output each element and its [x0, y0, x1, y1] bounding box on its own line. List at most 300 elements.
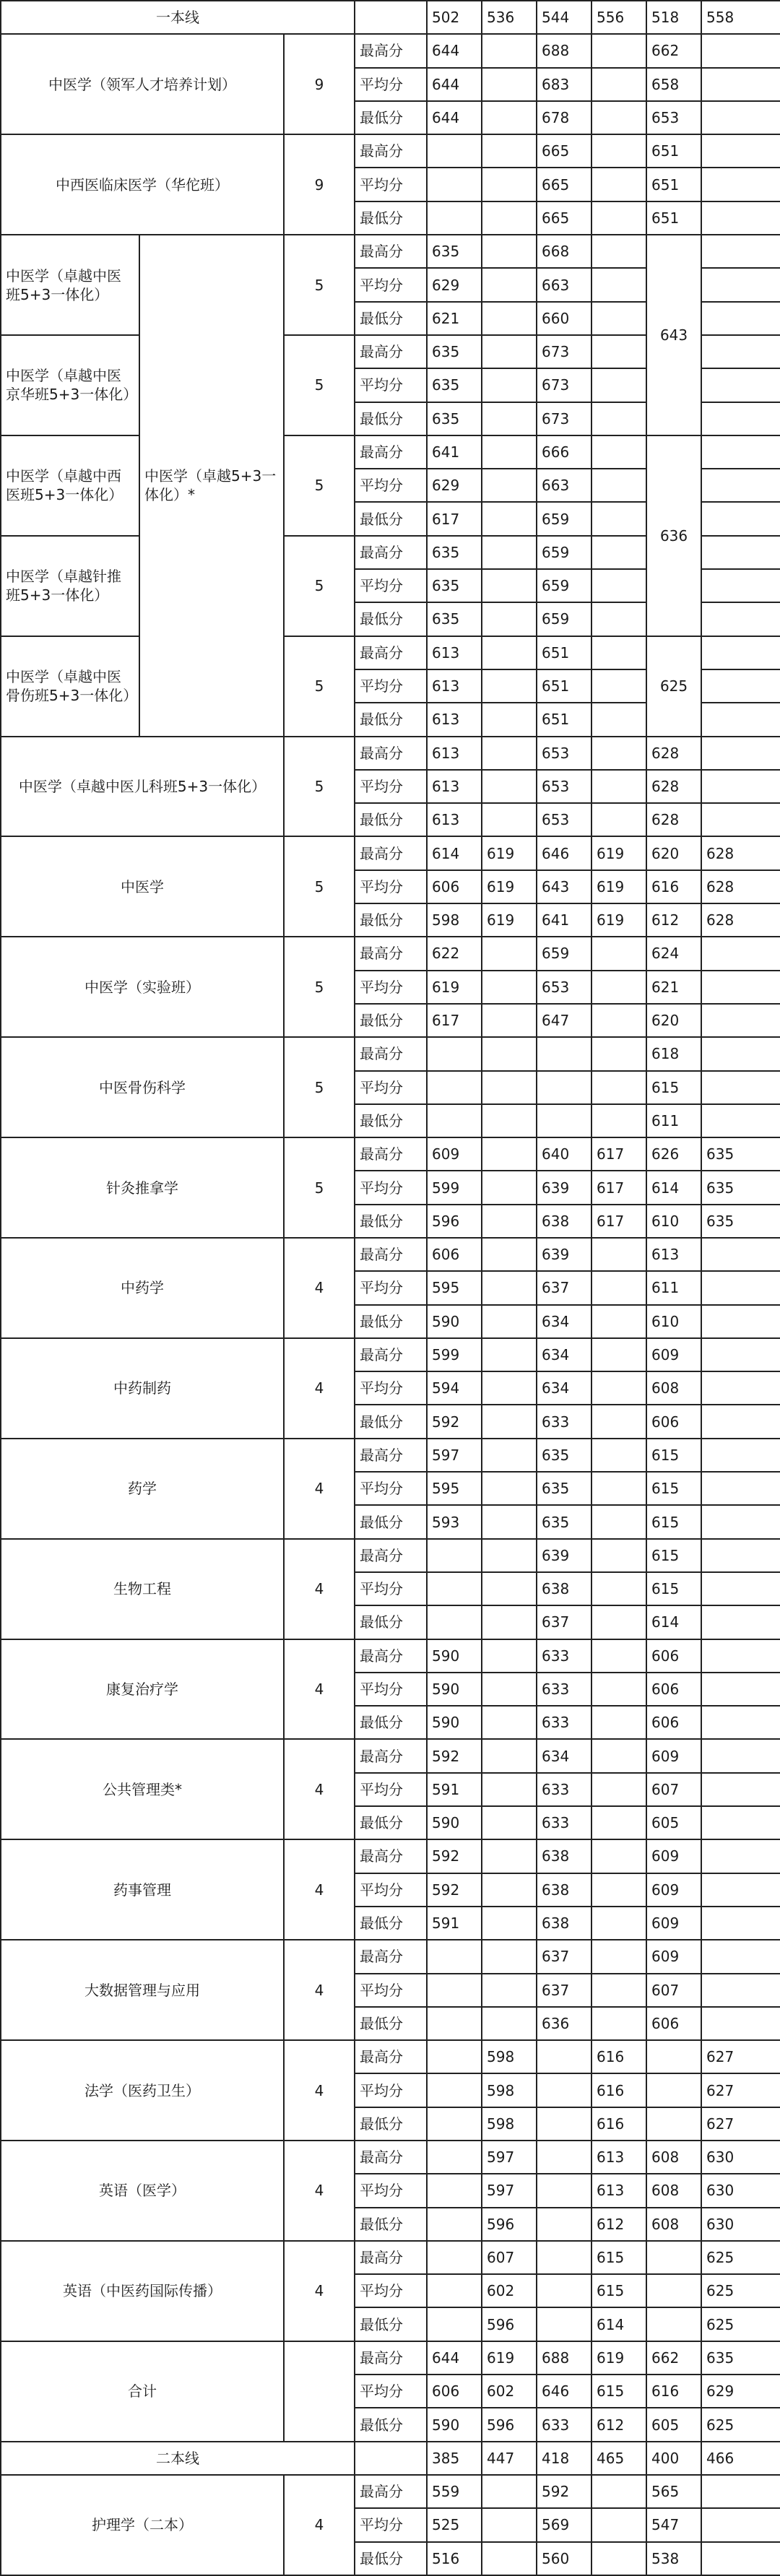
table-cell: 5: [284, 1037, 355, 1137]
table-cell: 633: [537, 2408, 592, 2441]
table-cell: [482, 1004, 537, 1037]
table-cell: [592, 1004, 646, 1037]
table-cell: 627: [701, 2040, 780, 2073]
table-cell: 平均分: [355, 2375, 427, 2408]
table-cell: 651: [537, 636, 592, 669]
table-cell: 5: [284, 235, 355, 335]
table-cell: 619: [482, 903, 537, 937]
table-cell: 最低分: [355, 1205, 427, 1238]
table-cell: [482, 2542, 537, 2575]
table-cell: [355, 1, 427, 34]
table-cell: 644: [427, 68, 482, 101]
table-cell: 647: [537, 1004, 592, 1037]
table-cell: 673: [537, 335, 592, 368]
table-cell: 616: [646, 870, 701, 903]
table-cell: [592, 1940, 646, 1973]
table-cell: 610: [646, 1305, 701, 1338]
table-cell: 590: [427, 1673, 482, 1706]
table-cell: [427, 2174, 482, 2207]
table-cell: 最高分: [355, 134, 427, 168]
table-cell: 651: [537, 669, 592, 703]
table-row: [1, 737, 780, 770]
table-cell: 606: [646, 1706, 701, 1739]
table-cell: [537, 2073, 592, 2107]
table-cell: 平均分: [355, 1873, 427, 1907]
table-cell: 中医学（卓越中西医班5+3一体化）: [1, 435, 139, 536]
table-cell: 中医学（卓越针推班5+3一体化）: [1, 536, 139, 636]
table-cell: [592, 1238, 646, 1271]
table-cell: 最高分: [355, 1639, 427, 1673]
table-cell: [701, 703, 780, 736]
table-cell: 683: [537, 68, 592, 101]
table-cell: [482, 1773, 537, 1806]
table-cell: 最低分: [355, 502, 427, 535]
table-cell: [701, 1505, 780, 1538]
table-cell: 606: [646, 2007, 701, 2040]
table-cell: [427, 1572, 482, 1605]
table-cell: [592, 1439, 646, 1472]
table-cell: 625: [701, 2241, 780, 2274]
table-cell: [592, 770, 646, 803]
table-cell: [592, 168, 646, 201]
table-cell: 4: [284, 2475, 355, 2575]
table-cell: 最低分: [355, 602, 427, 636]
table-cell: 中医学（实验班）: [1, 937, 284, 1037]
table-cell: [592, 536, 646, 569]
table-cell: 最低分: [355, 1104, 427, 1137]
table-cell: [482, 2508, 537, 2541]
table-cell: 最高分: [355, 34, 427, 67]
table-cell: [592, 101, 646, 134]
table-cell: 558: [701, 1, 780, 34]
table-cell: [701, 1071, 780, 1104]
table-cell: 637: [537, 1271, 592, 1304]
table-cell: 618: [646, 1037, 701, 1070]
table-cell: 635: [701, 1137, 780, 1171]
table-cell: 619: [482, 836, 537, 869]
table-cell: [482, 536, 537, 569]
table-cell: 538: [646, 2542, 701, 2575]
table-cell: [592, 2542, 646, 2575]
table-cell: 中西医临床医学（华佗班）: [1, 134, 284, 235]
table-cell: 613: [427, 737, 482, 770]
table-cell: 中医学: [1, 836, 284, 937]
table-cell: 609: [646, 1338, 701, 1371]
table-cell: 4: [284, 2040, 355, 2141]
table-cell: 502: [427, 1, 482, 34]
table-cell: [482, 1907, 537, 1940]
table-cell: [592, 402, 646, 435]
table-cell: [701, 134, 780, 168]
table-cell: 英语（中医药国际传播）: [1, 2241, 284, 2341]
table-cell: 625: [646, 636, 701, 737]
table-cell: 619: [592, 2341, 646, 2375]
table-cell: 615: [592, 2241, 646, 2274]
table-cell: [646, 2040, 701, 2073]
table-cell: 628: [646, 770, 701, 803]
table-cell: 634: [537, 1739, 592, 1772]
table-cell: 最低分: [355, 1806, 427, 1839]
table-cell: 635: [537, 1439, 592, 1472]
table-cell: 659: [537, 536, 592, 569]
table-cell: 592: [427, 1739, 482, 1772]
table-cell: 665: [537, 168, 592, 201]
table-cell: 615: [592, 2375, 646, 2408]
table-cell: 536: [482, 1, 537, 34]
table-cell: 5: [284, 636, 355, 737]
table-row: [1, 1338, 780, 1371]
table-cell: [482, 1238, 537, 1271]
table-cell: 598: [482, 2040, 537, 2073]
table-cell: [592, 1673, 646, 1706]
table-cell: 635: [427, 402, 482, 435]
table-cell: [701, 669, 780, 703]
table-cell: 635: [427, 235, 482, 268]
table-cell: [482, 636, 537, 669]
table-cell: [701, 1974, 780, 2007]
table-cell: [592, 971, 646, 1004]
table-cell: 最高分: [355, 2040, 427, 2073]
table-cell: 629: [701, 2375, 780, 2408]
table-cell: [482, 2475, 537, 2508]
table-cell: [537, 2107, 592, 2141]
table-cell: 609: [646, 1873, 701, 1907]
table-cell: 一本线: [1, 1, 355, 34]
table-cell: 560: [537, 2542, 592, 2575]
table-cell: 613: [592, 2174, 646, 2207]
table-cell: 606: [646, 1673, 701, 1706]
table-cell: [701, 1873, 780, 1907]
table-cell: 5: [284, 737, 355, 837]
table-cell: 最高分: [355, 836, 427, 869]
table-cell: 608: [646, 1371, 701, 1405]
table-row: [1, 1037, 780, 1070]
table-cell: 最高分: [355, 1940, 427, 1973]
table-cell: 590: [427, 1305, 482, 1338]
table-cell: [482, 1739, 537, 1772]
table-cell: 最低分: [355, 1305, 427, 1338]
table-cell: [482, 435, 537, 469]
table-cell: [592, 469, 646, 502]
table-cell: [427, 2007, 482, 2040]
table-cell: [537, 1037, 592, 1070]
table-cell: [701, 1271, 780, 1304]
table-cell: 620: [646, 1004, 701, 1037]
table-cell: [427, 1539, 482, 1572]
table-cell: [701, 1439, 780, 1472]
table-cell: [427, 2274, 482, 2307]
table-cell: 643: [537, 870, 592, 903]
table-cell: [646, 2274, 701, 2307]
table-cell: [592, 1773, 646, 1806]
table-cell: [427, 2307, 482, 2341]
table-cell: 678: [537, 101, 592, 134]
table-cell: 608: [646, 2141, 701, 2174]
table-cell: [482, 302, 537, 335]
table-cell: [701, 1004, 780, 1037]
table-cell: 最高分: [355, 435, 427, 469]
table-row: [1, 2475, 780, 2508]
table-row: [1, 2442, 780, 2475]
table-cell: [482, 335, 537, 368]
table-cell: 最低分: [355, 2107, 427, 2141]
table-cell: [646, 2107, 701, 2141]
table-row: [1, 1739, 780, 1772]
table-cell: [592, 1572, 646, 1605]
table-cell: 615: [646, 1572, 701, 1605]
table-cell: [701, 1773, 780, 1806]
table-cell: 平均分: [355, 2073, 427, 2107]
table-cell: [592, 302, 646, 335]
table-cell: 4: [284, 1238, 355, 1338]
table-cell: 688: [537, 34, 592, 67]
table-cell: 628: [646, 803, 701, 836]
table-cell: 569: [537, 2508, 592, 2541]
table-cell: [701, 1572, 780, 1605]
table-cell: 625: [701, 2307, 780, 2341]
table-cell: [482, 1037, 537, 1070]
table-cell: 617: [592, 1171, 646, 1204]
table-cell: [482, 201, 537, 235]
table-cell: 最低分: [355, 302, 427, 335]
table-row: [1, 1137, 780, 1171]
table-cell: 641: [427, 435, 482, 469]
table-cell: 634: [537, 1371, 592, 1405]
table-cell: 619: [482, 870, 537, 903]
table-cell: 544: [537, 1, 592, 34]
table-cell: [482, 402, 537, 435]
table-cell: [592, 235, 646, 268]
table-cell: [482, 1104, 537, 1137]
table-cell: [701, 435, 780, 469]
table-cell: 596: [427, 1205, 482, 1238]
table-cell: [592, 1505, 646, 1538]
table-cell: 平均分: [355, 1773, 427, 1806]
table-cell: 针灸推拿学: [1, 1137, 284, 1238]
table-cell: [701, 302, 780, 335]
table-cell: [427, 134, 482, 168]
table-cell: 518: [646, 1, 701, 34]
table-cell: 659: [537, 602, 592, 636]
table-cell: 556: [592, 1, 646, 34]
table-cell: [482, 134, 537, 168]
table-cell: 平均分: [355, 2508, 427, 2541]
table-cell: [701, 1539, 780, 1572]
table-cell: [592, 268, 646, 301]
table-cell: 619: [482, 2341, 537, 2375]
table-cell: [592, 669, 646, 703]
table-cell: 最高分: [355, 2241, 427, 2274]
table-cell: 英语（医学）: [1, 2141, 284, 2241]
table-cell: [592, 1639, 646, 1673]
table-cell: [592, 1305, 646, 1338]
table-cell: 617: [592, 1137, 646, 1171]
table-cell: 665: [537, 134, 592, 168]
table-cell: 639: [537, 1238, 592, 1271]
table-cell: [701, 1706, 780, 1739]
table-cell: 平均分: [355, 1572, 427, 1605]
table-cell: 615: [646, 1439, 701, 1472]
table-cell: 630: [701, 2208, 780, 2241]
table-cell: 651: [646, 201, 701, 235]
table-cell: 466: [701, 2442, 780, 2475]
table-cell: [592, 1839, 646, 1873]
table-cell: 688: [537, 2341, 592, 2375]
table-cell: [592, 335, 646, 368]
table-cell: [482, 1171, 537, 1204]
table-cell: 612: [646, 903, 701, 937]
table-cell: 606: [427, 870, 482, 903]
table-cell: 595: [427, 1271, 482, 1304]
table-cell: 609: [646, 1739, 701, 1772]
table-cell: 590: [427, 2408, 482, 2441]
table-cell: 385: [427, 2442, 482, 2475]
table-cell: [482, 235, 537, 268]
table-cell: 644: [427, 101, 482, 134]
table-cell: [592, 1472, 646, 1505]
table-cell: 613: [427, 803, 482, 836]
table-cell: 中药学: [1, 1238, 284, 1338]
table-cell: 668: [537, 235, 592, 268]
table-cell: [537, 2307, 592, 2341]
table-cell: 620: [646, 836, 701, 869]
table-cell: 637: [537, 1974, 592, 2007]
table-cell: 最低分: [355, 1907, 427, 1940]
table-cell: [482, 1572, 537, 1605]
table-cell: [537, 2274, 592, 2307]
table-cell: 525: [427, 2508, 482, 2541]
table-row: [1, 235, 780, 268]
table-cell: [482, 1505, 537, 1538]
table-cell: 最低分: [355, 1605, 427, 1639]
table-cell: [482, 1137, 537, 1171]
table-cell: 617: [592, 1205, 646, 1238]
table-cell: 637: [537, 1605, 592, 1639]
table-cell: 626: [646, 1137, 701, 1171]
table-cell: 606: [427, 2375, 482, 2408]
table-cell: 643: [646, 235, 701, 435]
table-cell: 617: [427, 502, 482, 535]
table-cell: [482, 1205, 537, 1238]
table-cell: 最高分: [355, 1739, 427, 1772]
table-cell: 平均分: [355, 1071, 427, 1104]
table-cell: 659: [537, 937, 592, 970]
table-cell: 633: [537, 1806, 592, 1839]
table-cell: [482, 34, 537, 67]
table-cell: [427, 2241, 482, 2274]
table-cell: [701, 402, 780, 435]
table-cell: 635: [701, 2341, 780, 2375]
table-cell: [537, 2040, 592, 2073]
table-cell: 637: [537, 1940, 592, 1973]
table-cell: [482, 368, 537, 402]
table-cell: 592: [427, 1873, 482, 1907]
table-cell: 639: [537, 1171, 592, 1204]
table-cell: [427, 2040, 482, 2073]
table-cell: 616: [592, 2073, 646, 2107]
table-cell: 9: [284, 134, 355, 235]
table-cell: 605: [646, 2408, 701, 2441]
table-cell: [427, 2107, 482, 2141]
table-cell: 606: [646, 1639, 701, 1673]
table-cell: 护理学（二本）: [1, 2475, 284, 2575]
table-cell: 624: [646, 937, 701, 970]
table-cell: [482, 1605, 537, 1639]
table-cell: [482, 1071, 537, 1104]
table-cell: [482, 68, 537, 101]
table-cell: 619: [592, 870, 646, 903]
table-cell: 5: [284, 937, 355, 1037]
table-cell: 659: [537, 569, 592, 602]
table-cell: 591: [427, 1907, 482, 1940]
table-cell: 659: [537, 502, 592, 535]
table-cell: 平均分: [355, 68, 427, 101]
table-cell: [537, 2174, 592, 2207]
table-row: [1, 937, 780, 970]
table-cell: 465: [592, 2442, 646, 2475]
table-cell: [701, 168, 780, 201]
table-cell: [592, 1338, 646, 1371]
table-cell: 最高分: [355, 1338, 427, 1371]
table-cell: [701, 803, 780, 836]
table-row: [1, 134, 780, 168]
table-cell: 651: [537, 703, 592, 736]
table-cell: 607: [646, 1974, 701, 2007]
table-cell: 最低分: [355, 201, 427, 235]
table-cell: [701, 770, 780, 803]
table-cell: 635: [427, 368, 482, 402]
table-cell: 最高分: [355, 2341, 427, 2375]
table-cell: 633: [537, 1405, 592, 1438]
table-cell: 最低分: [355, 1706, 427, 1739]
table-cell: [701, 1305, 780, 1338]
table-cell: [482, 602, 537, 636]
table-cell: 592: [427, 1839, 482, 1873]
table-cell: [701, 2475, 780, 2508]
table-cell: 638: [537, 1572, 592, 1605]
table-cell: 4: [284, 1940, 355, 2040]
table-cell: [355, 2442, 427, 2475]
table-cell: 613: [427, 636, 482, 669]
table-cell: 最低分: [355, 1505, 427, 1538]
table-cell: [482, 1806, 537, 1839]
table-cell: 药事管理: [1, 1839, 284, 1940]
table-cell: 平均分: [355, 1371, 427, 1405]
table-cell: 616: [592, 2040, 646, 2073]
table-cell: 平均分: [355, 469, 427, 502]
table-cell: [537, 1104, 592, 1137]
table-cell: 663: [537, 268, 592, 301]
table-cell: 最低分: [355, 903, 427, 937]
table-cell: [592, 1405, 646, 1438]
table-cell: 4: [284, 1439, 355, 1539]
table-cell: [482, 737, 537, 770]
table-cell: [482, 268, 537, 301]
table-cell: 平均分: [355, 1271, 427, 1304]
table-cell: 594: [427, 1371, 482, 1405]
table-cell: 607: [482, 2241, 537, 2274]
table-row: [1, 836, 780, 869]
table-cell: 610: [646, 1205, 701, 1238]
table-cell: [701, 1639, 780, 1673]
table-cell: 447: [482, 2442, 537, 2475]
table-cell: [482, 1305, 537, 1338]
table-cell: 633: [537, 1639, 592, 1673]
table-cell: 615: [646, 1539, 701, 1572]
table-cell: 612: [592, 2208, 646, 2241]
table-cell: 613: [427, 669, 482, 703]
table-cell: [592, 569, 646, 602]
